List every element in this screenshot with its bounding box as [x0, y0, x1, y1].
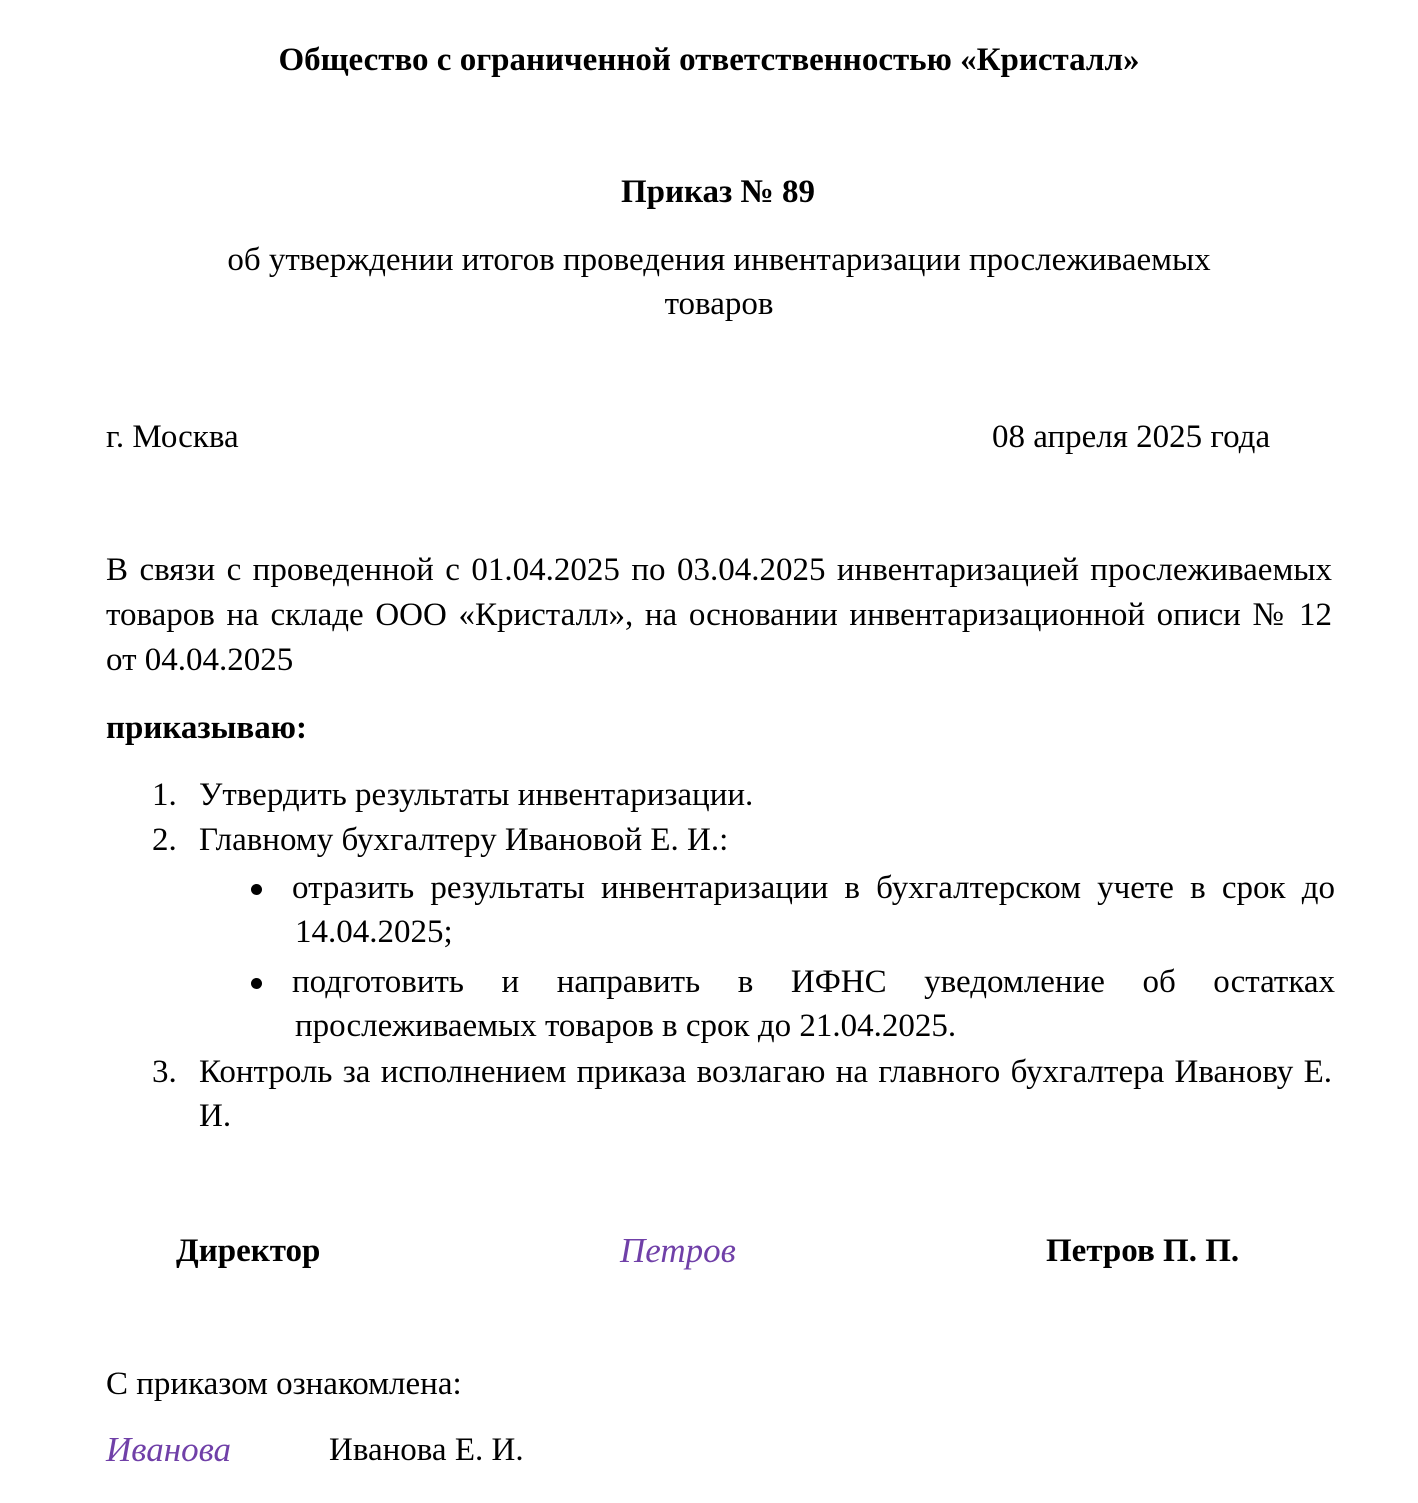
director-signature: Петров — [620, 1231, 736, 1270]
organization-name: Общество с ограниченной ответственностью «Кристалл» — [278, 42, 1140, 78]
city: г. Москва — [106, 419, 239, 455]
employee-name: Иванова Е. И. — [329, 1432, 524, 1468]
item-text-2: Главному бухгалтеру Ивановой Е. И.: — [199, 822, 729, 858]
signatory-position: Директор — [176, 1233, 321, 1269]
order-subject-line-1: об утверждении итогов проведения инвентаризации прослеживаемых — [227, 242, 1211, 278]
preamble: В связи с проведенной с 01.04.2025 по 03.04.2025 инвентаризацией прослеживаемых товаров на складе ООО «Кристалл», на основании инвентаризационной описи № 12 от 04.04.2025 — [106, 552, 1332, 678]
order-title: Приказ № 89 — [621, 174, 815, 210]
signatory-name: Петров П. П. — [1046, 1233, 1240, 1269]
bullet-1 — [251, 884, 262, 895]
item-number-1: 1. — [152, 777, 177, 813]
bullet-2 — [251, 978, 262, 989]
order-word: приказываю: — [106, 710, 307, 746]
acknowledgement-label: С приказом ознакомлена: — [106, 1366, 462, 1402]
order-subject-line-2: товаров — [664, 286, 774, 322]
item-text-1: Утвердить результаты инвентаризации. — [199, 777, 754, 813]
item-text-3: Контроль за исполнением приказа возлагаю на главного бухгалтера Иванову Е. И. — [199, 1054, 1332, 1134]
subitem-text-2: подготовить и направить в ИФНС уведомление об остатках прослеживаемых товаров в срок до 21.04.2025. — [292, 964, 1335, 1044]
order-date: 08 апреля 2025 года — [992, 419, 1271, 455]
item-number-2: 2. — [152, 822, 177, 858]
order-subject — [160, 238, 1278, 326]
employee-signature: Иванова — [106, 1430, 232, 1469]
subitem-text-1: отразить результаты инвентаризации в бухгалтерском учете в срок до 14.04.2025; — [292, 870, 1335, 950]
item-number-3: 3. — [152, 1054, 177, 1090]
